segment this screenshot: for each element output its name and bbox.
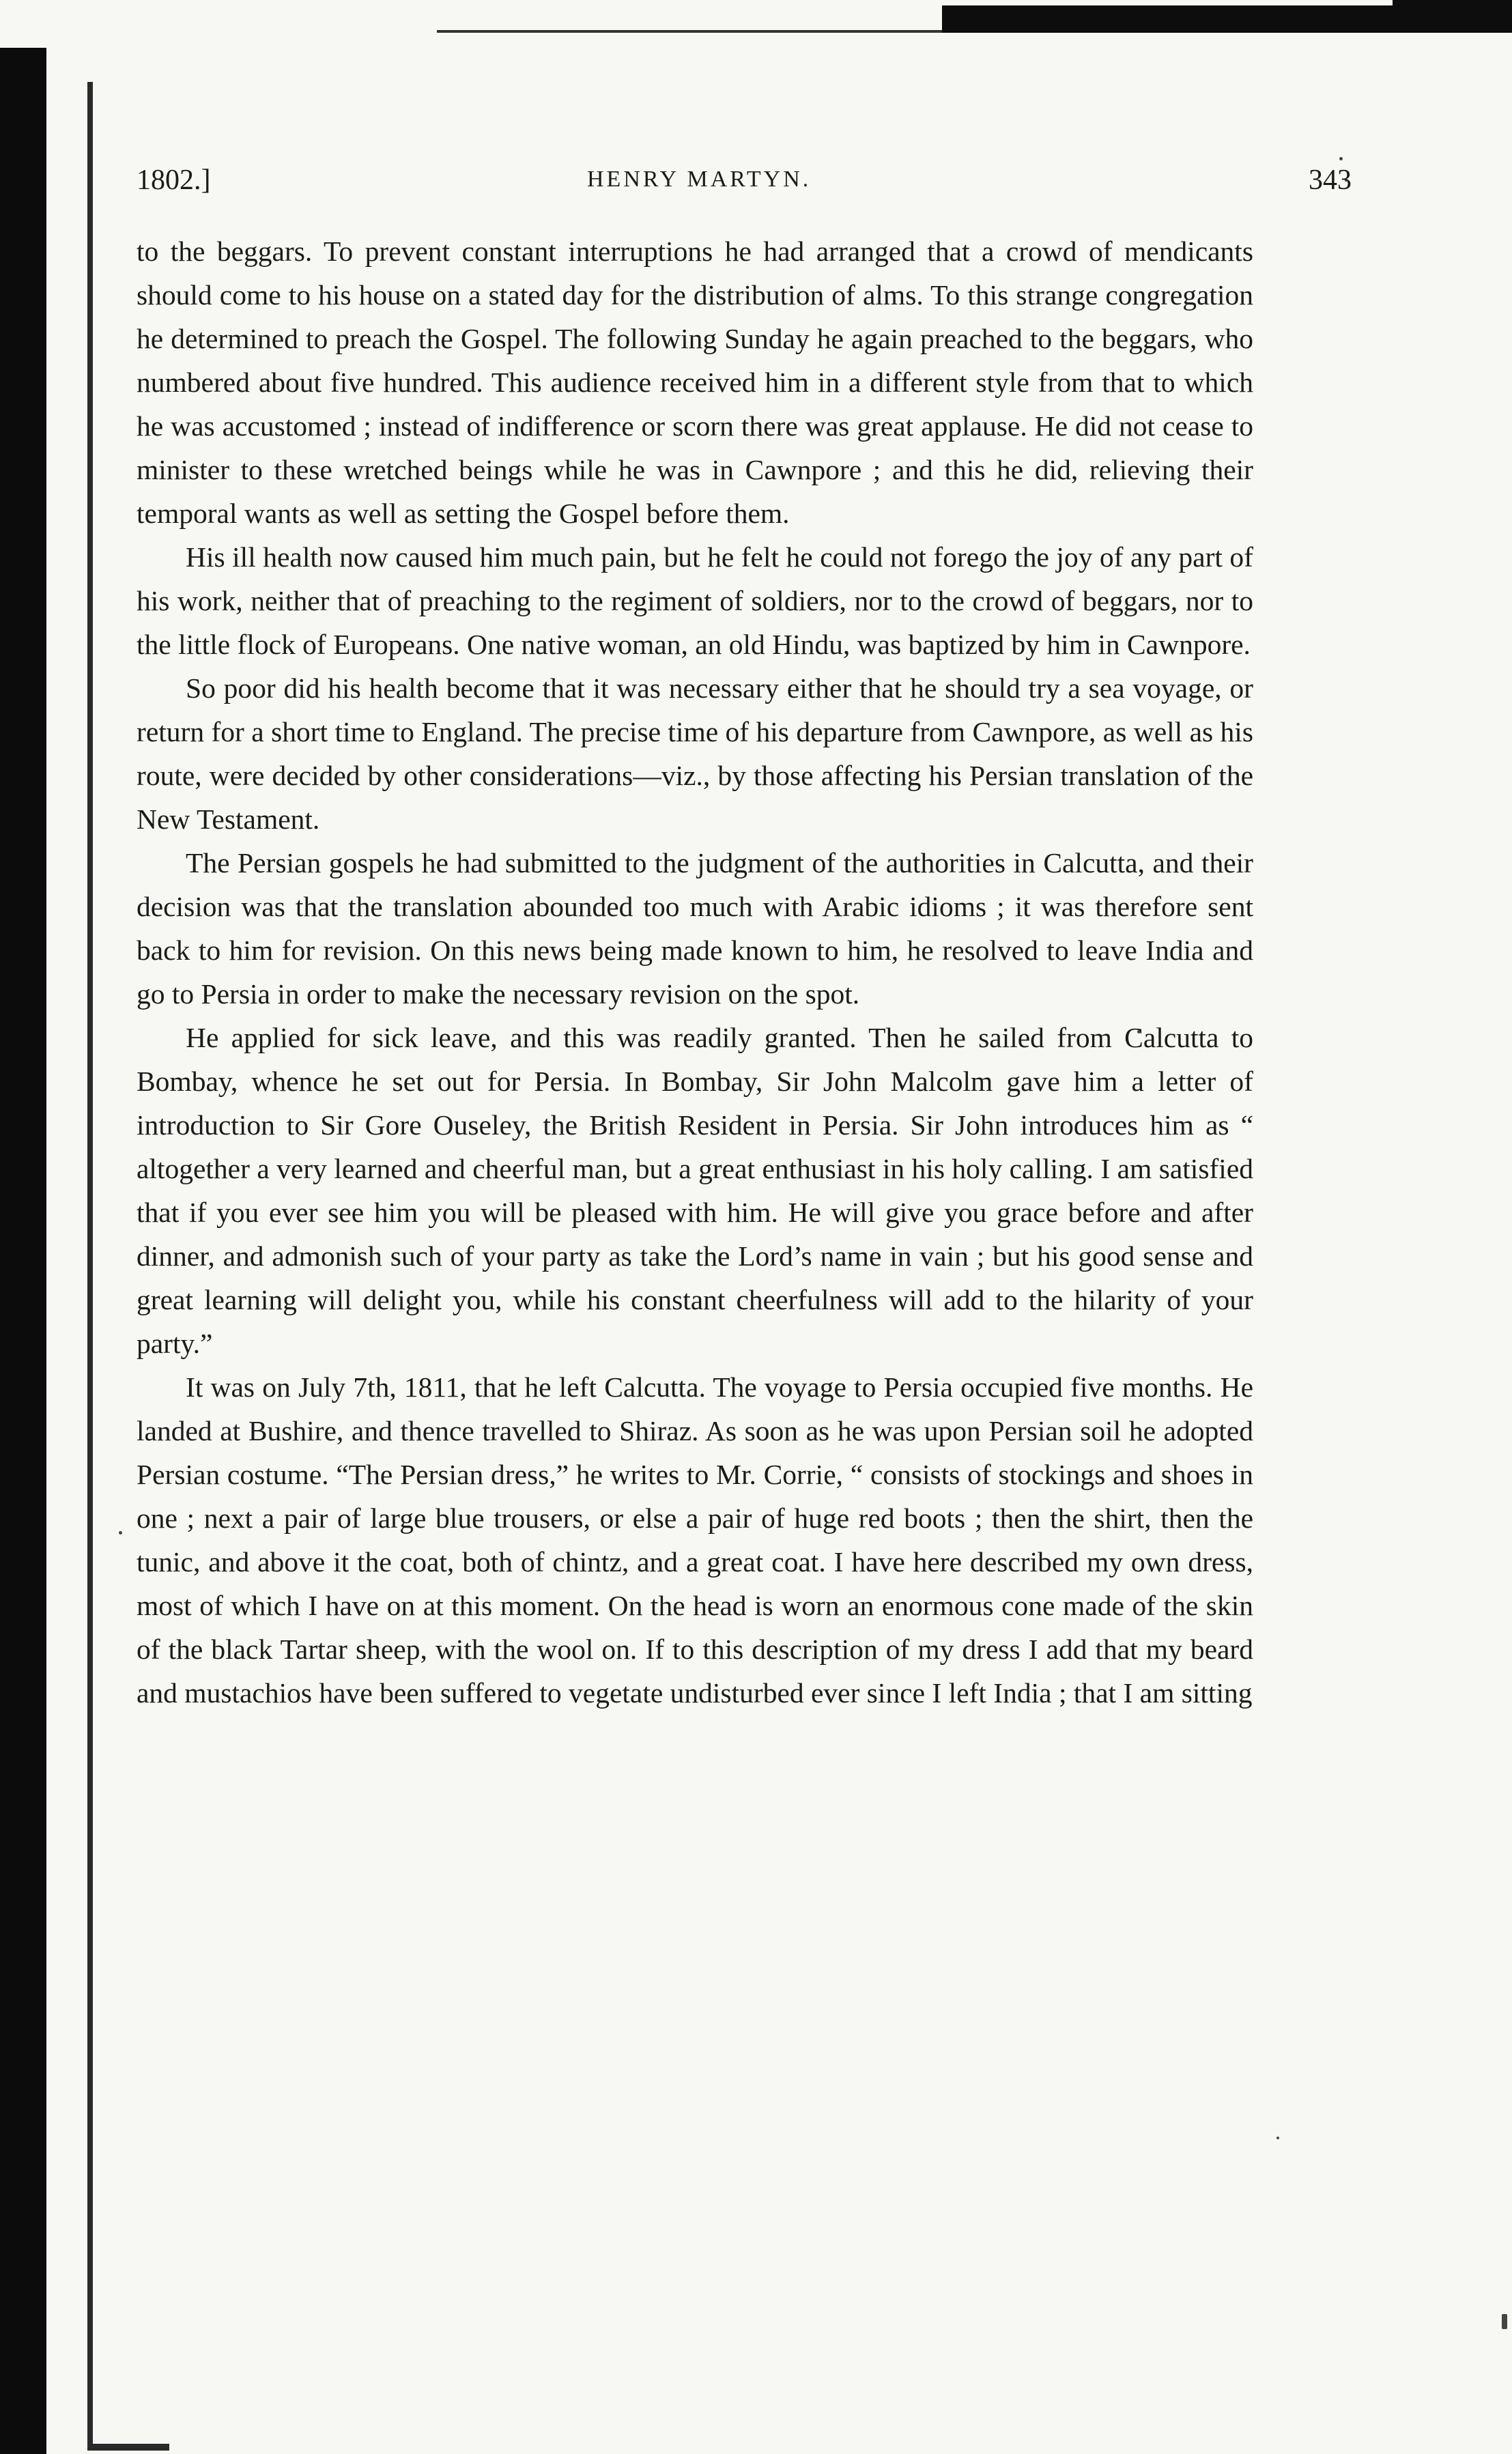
scan-top-bar-right (1393, 0, 1512, 33)
scan-speck (119, 1531, 122, 1535)
running-head-title: HENRY MARTYN. (587, 167, 812, 192)
paragraph: His ill health now caused him much pain, but he felt he could not forego the joy of any part of his work, neither that of preaching to the regiment of soldiers, nor to the crowd of beggars, nor to the little flock of Europeans. One native woman, an old Hindu, was baptized by him in Cawnpore. (137, 541, 1253, 660)
paragraph: So poor did his health become that it was necessary either that he should try a sea voyage, or return for a short time to England. The precise time of his departure from Cawnpore, as well as his route, were decided by other considerations—viz., by those affecting his Persian translation of the New Testament. (137, 672, 1253, 835)
scan-speck (1276, 2137, 1279, 2139)
running-head (137, 164, 1365, 205)
body-text (137, 229, 1253, 1715)
paragraph: The Persian gospels he had submitted to the judgment of the authorities in Calcutta, and their decision was that the translation abounded too much with Arabic idioms ; it was therefore sent back to him for revision. On this news being made known to him, he resolved to leave India and go to Persia in order to make the necessary revision on the spot. (137, 847, 1253, 1010)
paragraph: It was on July 7th, 1811, that he left Calcutta. The voyage to Persia occupied five months. He landed at Bushire, and thence travelled to Shiraz. As soon as he was upon Persian soil he adopted Persian costume. “The Persian dress,” he writes to Mr. Corrie, “ consists of stockings and shoes in one ; next a pair of large blue trousers, or else a pair of huge red boots ; then the shirt, then the tunic, and above it the coat, both of chintz, and a great coat. I have here described my own dress, most of which I have on at this moment. On the head is worn an enormous cone made of the skin of the black Tartar sheep, with the wool on. If to this description of my dress I add that my beard and mustachios have been suffered to vegetate undisturbed ever since I left India ; that I am sitting (137, 1371, 1253, 1709)
scan-speck (1502, 2314, 1507, 2329)
scan-border-bottom (87, 2444, 169, 2451)
scan-border-inner-line (87, 82, 93, 2451)
scan-top-bar (942, 5, 1440, 33)
paragraph: He applied for sick leave, and this was readily granted. Then he sailed from Calcutta to Bombay, whence he set out for Persia. In Bombay, Sir John Malcolm gave him a letter of introduction to Sir Gore Ouseley, the British Resident in Persia. Sir John introduces him as “ altogether a very learned and cheerful man, but a great enthusiast in his holy calling. I am satisfied that if you ever see him you will be pleased with him. He will give you grace before and after dinner, and admonish such of your party as take the Lord’s name in vain ; but his good sense and great learning will delight you, while his constant cheerfulness will add to the hilarity of your party.” (137, 1022, 1253, 1359)
paragraph: to the beggars. To prevent constant interruptions he had arranged that a crowd of mendicants should come to his house on a stated day for the distribution of alms. To this strange congregation he determined to preach the Gospel. The following Sunday he again preached to the beggars, who numbered about five hundred. This audience received him in a different style from that to which he was accustomed ; instead of indifference or scorn there was great applause. He did not cease to minister to these wretched beings while he was in Cawnpore ; and this he did, relieving their temporal wants as well as setting the Gospel before them. (137, 236, 1253, 529)
scan-speck (1339, 157, 1343, 160)
page-number: 343 (1309, 165, 1352, 196)
scan-border-left (0, 48, 46, 2454)
running-head-year: 1802.] (137, 165, 211, 196)
